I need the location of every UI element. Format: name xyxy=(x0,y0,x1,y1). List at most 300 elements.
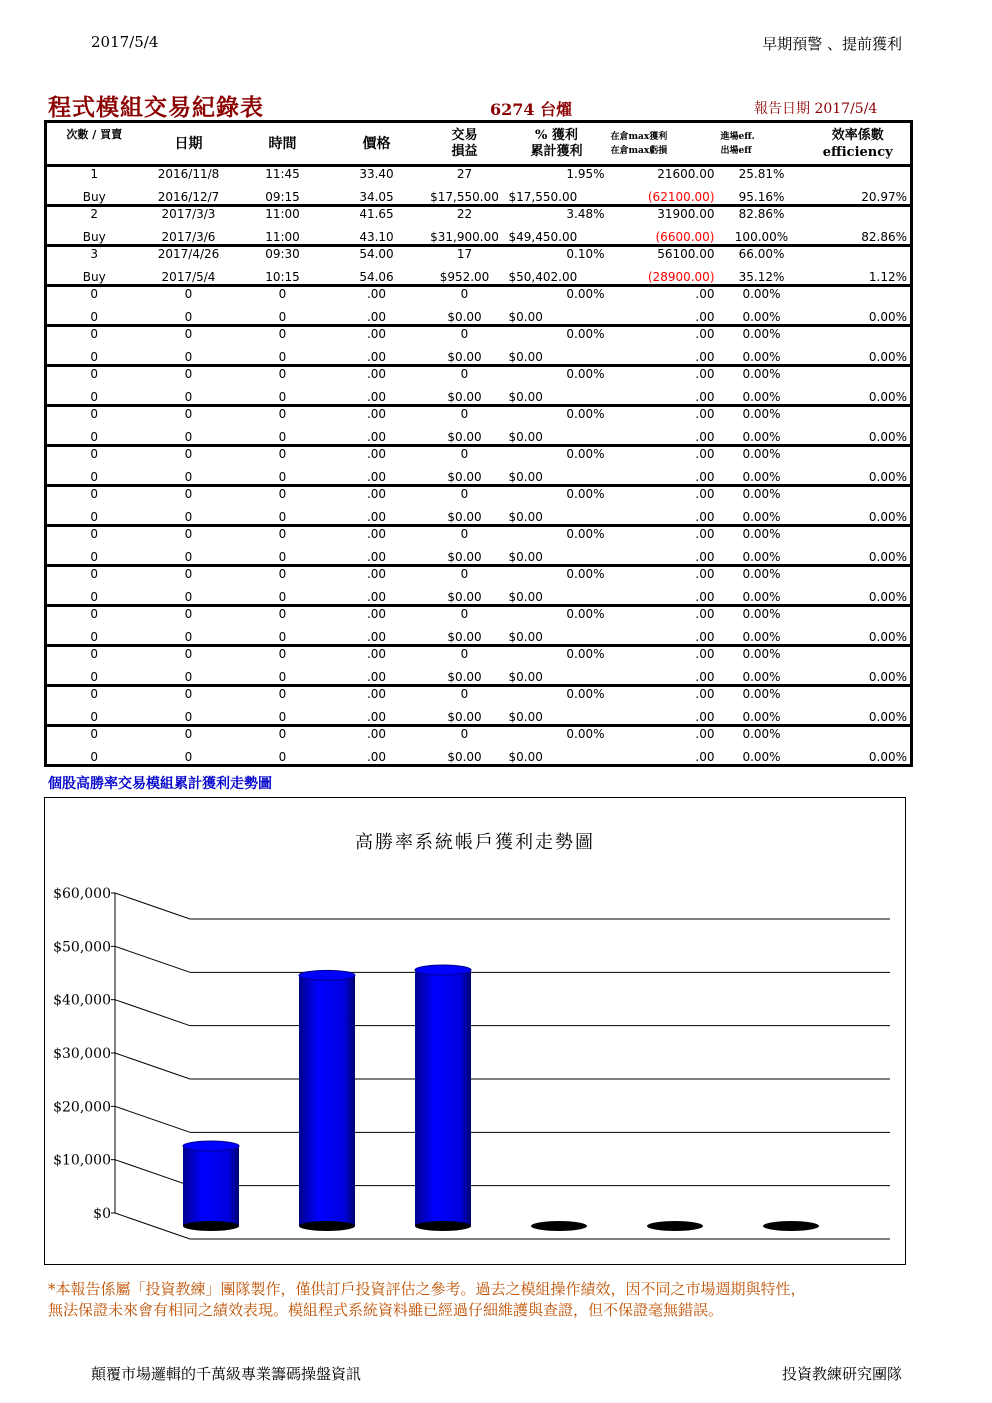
exit-time: 0 xyxy=(278,710,287,724)
trade-qty: 0 xyxy=(424,486,506,506)
cumulative-pl: $0.00 xyxy=(508,310,543,324)
trade-no: 0 xyxy=(46,606,142,626)
trade-no: 0 xyxy=(46,726,142,746)
trade-row-entry xyxy=(46,686,912,706)
max-loss: .00 xyxy=(695,430,715,444)
trade-side: 0 xyxy=(46,346,142,366)
cumulative-pl: $0.00 xyxy=(506,746,608,766)
trade-row-exit xyxy=(46,626,912,646)
trade-qty: 0 xyxy=(424,286,506,306)
trade-side: 0 xyxy=(46,466,142,486)
bar-top xyxy=(299,970,355,980)
trade-row-entry xyxy=(46,246,912,266)
trade-row-exit xyxy=(46,466,912,486)
max-loss: .00 xyxy=(695,310,715,324)
entry-date: 0 xyxy=(142,686,236,706)
trade-pl: $0.00 xyxy=(447,710,482,724)
cumulative-pl: $0.00 xyxy=(508,710,543,724)
trade-no: 0 xyxy=(46,446,142,466)
exit-date: 0 xyxy=(184,550,193,564)
entry-price: .00 xyxy=(330,526,424,546)
entry-price: .00 xyxy=(330,326,424,346)
efficiency-blank xyxy=(806,166,912,186)
profit-pct: 0.00% xyxy=(506,366,608,386)
entry-time: 0 xyxy=(236,446,330,466)
bar-base xyxy=(415,1221,471,1231)
trade-pl: $0.00 xyxy=(424,746,506,766)
entry-time: 0 xyxy=(236,686,330,706)
profit-pct: 3.48% xyxy=(506,206,608,226)
gridline-diagonal xyxy=(115,946,190,972)
efficiency: 82.86% xyxy=(806,226,912,246)
efficiency-blank xyxy=(806,646,912,666)
entry-eff: 0.00% xyxy=(718,326,806,346)
entry-time: 0 xyxy=(236,326,330,346)
trade-side: 0 xyxy=(46,546,142,566)
chart-section-label: 個股高勝率交易模組累計獲利走勢圖 xyxy=(48,776,272,792)
trade-qty: 0 xyxy=(424,726,506,746)
col-header-time: 時間 xyxy=(236,122,330,166)
trade-row-entry xyxy=(46,206,912,226)
entry-time: 0 xyxy=(236,286,330,306)
col-header-date: 日期 xyxy=(142,122,236,166)
max-gain: 31900.00 xyxy=(608,206,718,226)
cumulative-pl: $0.00 xyxy=(508,390,543,404)
bar-base xyxy=(183,1221,239,1231)
trade-pl: $0.00 xyxy=(447,390,482,404)
exit-date: 0 xyxy=(184,470,193,484)
entry-price: 33.40 xyxy=(330,166,424,186)
exit-date: 0 xyxy=(184,310,193,324)
entry-eff: 0.00% xyxy=(718,286,806,306)
col-header-efficiency: 效率係數 efficiency xyxy=(806,122,912,166)
exit-time: 0 xyxy=(278,670,287,684)
trade-side: Buy xyxy=(46,186,142,206)
cumulative-pl: $17,550.00 xyxy=(508,190,578,204)
header-date: 2017/5/4 xyxy=(91,33,159,51)
exit-time: 0 xyxy=(278,590,287,604)
exit-time: 09:15 xyxy=(265,190,300,204)
max-gain: .00 xyxy=(608,326,718,346)
entry-price: .00 xyxy=(330,406,424,426)
trade-row-exit xyxy=(46,746,912,766)
bar xyxy=(299,975,355,1226)
trade-side: 0 xyxy=(46,306,142,326)
trade-pl: $952.00 xyxy=(439,270,490,284)
cumulative-pl: $0.00 xyxy=(508,430,543,444)
y-tick-label: $10,000 xyxy=(53,1152,111,1169)
efficiency: 0.00% xyxy=(806,666,912,686)
trade-no: 3 xyxy=(46,246,142,266)
col-header-no-side: 次數 / 買賣 xyxy=(46,122,142,166)
exit-time: 0 xyxy=(278,550,287,564)
trade-side: 0 xyxy=(46,626,142,646)
max-loss: (6600.00) xyxy=(655,230,715,244)
profit-pct: 0.00% xyxy=(506,566,608,586)
entry-price: .00 xyxy=(330,686,424,706)
entry-price: .00 xyxy=(330,606,424,626)
trade-side: 0 xyxy=(46,426,142,446)
entry-date: 0 xyxy=(142,406,236,426)
profit-pct: 0.00% xyxy=(506,686,608,706)
entry-price: .00 xyxy=(330,486,424,506)
bar-top xyxy=(415,965,471,975)
gridline-diagonal xyxy=(115,893,190,919)
cumulative-pl: $49,450.00 xyxy=(508,230,578,244)
gridline-diagonal xyxy=(115,1160,190,1186)
max-gain: .00 xyxy=(608,726,718,746)
entry-eff: 0.00% xyxy=(718,686,806,706)
max-gain: .00 xyxy=(608,406,718,426)
entry-price: .00 xyxy=(330,646,424,666)
cumulative-pl: $0.00 xyxy=(508,550,543,564)
trade-qty: 22 xyxy=(424,206,506,226)
exit-eff: 0.00% xyxy=(742,710,781,724)
trade-row-exit xyxy=(46,586,912,606)
cumulative-pl: $0.00 xyxy=(508,630,543,644)
profit-pct: 0.00% xyxy=(506,606,608,626)
entry-time: 09:30 xyxy=(236,246,330,266)
trade-no: 0 xyxy=(46,286,142,306)
trade-no: 0 xyxy=(46,406,142,426)
entry-date: 0 xyxy=(142,566,236,586)
entry-eff: 0.00% xyxy=(718,446,806,466)
col-header-pl: 交易 損益 xyxy=(424,122,506,166)
trade-row-entry xyxy=(46,366,912,386)
exit-price: .00 xyxy=(366,670,387,684)
y-tick-label: $40,000 xyxy=(53,992,111,1009)
entry-eff: 0.00% xyxy=(718,526,806,546)
exit-date: 0 xyxy=(184,390,193,404)
trade-row-entry xyxy=(46,446,912,466)
exit-eff: 0.00% xyxy=(742,430,781,444)
cumulative-pl: $0.00 xyxy=(508,510,543,524)
bar-base-empty xyxy=(763,1221,819,1231)
report-date: 報告日期 2017/5/4 xyxy=(754,101,878,117)
gridline-diagonal xyxy=(115,1000,190,1026)
efficiency-blank xyxy=(806,206,912,226)
trade-no: 0 xyxy=(46,366,142,386)
entry-date: 0 xyxy=(142,486,236,506)
entry-time: 11:00 xyxy=(236,206,330,226)
max-loss: .00 xyxy=(695,710,715,724)
profit-chart xyxy=(44,797,906,1265)
exit-price: .00 xyxy=(330,746,424,766)
exit-price: .00 xyxy=(366,550,387,564)
exit-date: 0 xyxy=(184,590,193,604)
entry-eff: 0.00% xyxy=(718,486,806,506)
efficiency-blank xyxy=(806,286,912,306)
trade-side: Buy xyxy=(46,226,142,246)
exit-price: .00 xyxy=(366,510,387,524)
max-gain: 56100.00 xyxy=(608,246,718,266)
exit-date: 0 xyxy=(184,430,193,444)
trade-row-entry xyxy=(46,406,912,426)
profit-pct: 1.95% xyxy=(506,166,608,186)
gridline-diagonal xyxy=(115,1106,190,1132)
exit-price: .00 xyxy=(366,310,387,324)
footer-slogan: 顛覆市場邏輯的千萬級專業籌碼操盤資訊 xyxy=(91,1365,362,1383)
chart-title: 高勝率系統帳戶獲利走勢圖 xyxy=(355,832,595,853)
entry-time: 0 xyxy=(236,606,330,626)
entry-eff: 0.00% xyxy=(718,566,806,586)
exit-eff: 0.00% xyxy=(742,470,781,484)
entry-time: 0 xyxy=(236,366,330,386)
max-loss: .00 xyxy=(695,350,715,364)
trade-pl: $0.00 xyxy=(447,470,482,484)
trade-row-entry xyxy=(46,326,912,346)
entry-time: 0 xyxy=(236,726,330,746)
exit-date: 2016/12/7 xyxy=(157,190,220,204)
trade-side: 0 xyxy=(46,506,142,526)
max-gain: .00 xyxy=(608,526,718,546)
trade-pl: $0.00 xyxy=(447,590,482,604)
max-gain: .00 xyxy=(608,366,718,386)
entry-price: .00 xyxy=(330,366,424,386)
cumulative-pl: $0.00 xyxy=(508,590,543,604)
trade-row-entry xyxy=(46,286,912,306)
trade-record-table xyxy=(44,120,913,767)
entry-price: .00 xyxy=(330,566,424,586)
profit-pct: 0.00% xyxy=(506,326,608,346)
stock-name: 6274 台燿 xyxy=(490,100,573,119)
max-gain: .00 xyxy=(608,486,718,506)
trade-row-entry xyxy=(46,726,912,746)
trade-pl: $0.00 xyxy=(447,510,482,524)
trade-row-entry xyxy=(46,646,912,666)
col-header-pct-cum: % 獲利 累計獲利 xyxy=(506,122,608,166)
trade-row-entry xyxy=(46,166,912,186)
bar-top xyxy=(183,1141,239,1151)
entry-time: 11:45 xyxy=(236,166,330,186)
exit-eff: 100.00% xyxy=(734,230,789,244)
exit-time: 11:00 xyxy=(265,230,300,244)
exit-time: 10:15 xyxy=(265,270,300,284)
max-gain: .00 xyxy=(608,606,718,626)
profit-pct: 0.00% xyxy=(506,726,608,746)
trade-qty: 0 xyxy=(424,526,506,546)
entry-eff: 0.00% xyxy=(718,646,806,666)
trade-side: 0 xyxy=(46,706,142,726)
exit-price: 43.10 xyxy=(359,230,394,244)
trade-qty: 17 xyxy=(424,246,506,266)
trade-row-exit xyxy=(46,386,912,406)
exit-price: 34.05 xyxy=(359,190,394,204)
exit-price: .00 xyxy=(366,630,387,644)
trade-row-exit xyxy=(46,546,912,566)
trade-side: 0 xyxy=(46,666,142,686)
efficiency: 0.00% xyxy=(806,426,912,446)
profit-pct: 0.00% xyxy=(506,486,608,506)
entry-date: 0 xyxy=(142,606,236,626)
entry-eff: 0.00% xyxy=(718,406,806,426)
trade-row-exit xyxy=(46,506,912,526)
entry-price: .00 xyxy=(330,726,424,746)
cumulative-pl: $0.00 xyxy=(508,350,543,364)
entry-price: .00 xyxy=(330,286,424,306)
trade-side: 0 xyxy=(46,746,142,766)
trade-qty: 0 xyxy=(424,446,506,466)
table-header-row xyxy=(46,122,912,166)
page-title: 程式模組交易紀錄表 xyxy=(48,94,264,121)
trade-row-exit xyxy=(46,226,912,246)
profit-pct: 0.00% xyxy=(506,646,608,666)
y-tick-label: $30,000 xyxy=(53,1046,111,1062)
exit-eff: 0.00% xyxy=(742,550,781,564)
entry-eff: 66.00% xyxy=(718,246,806,266)
max-loss: .00 xyxy=(695,590,715,604)
efficiency-blank xyxy=(806,406,912,426)
max-gain: .00 xyxy=(608,566,718,586)
efficiency-blank xyxy=(806,726,912,746)
col-header-max: 在倉max獲利 在倉max虧損 xyxy=(608,122,718,166)
disclaimer-line-2: 無法保證未來會有相同之績效表現。模組程式系統資料雖已經過仔細維護與查證，但不保證毫無錯誤。 xyxy=(48,1301,724,1319)
exit-eff: 0.00% xyxy=(742,350,781,364)
entry-eff: 0.00% xyxy=(718,726,806,746)
trade-no: 0 xyxy=(46,686,142,706)
efficiency-blank xyxy=(806,246,912,266)
exit-price: .00 xyxy=(366,430,387,444)
max-loss: .00 xyxy=(608,746,718,766)
trade-side: Buy xyxy=(46,266,142,286)
gridline-diagonal xyxy=(115,1213,190,1239)
trade-row-entry xyxy=(46,486,912,506)
trade-qty: 0 xyxy=(424,566,506,586)
gridline-diagonal xyxy=(115,1053,190,1079)
efficiency: 0.00% xyxy=(806,706,912,726)
entry-eff: 25.81% xyxy=(718,166,806,186)
entry-eff: 82.86% xyxy=(718,206,806,226)
exit-date: 0 xyxy=(184,710,193,724)
cumulative-pl: $0.00 xyxy=(508,470,543,484)
exit-time: 0 xyxy=(278,430,287,444)
max-loss: .00 xyxy=(695,390,715,404)
col-header-eff: 進場eff. 出場eff xyxy=(718,122,806,166)
entry-date: 0 xyxy=(142,726,236,746)
entry-price: .00 xyxy=(330,446,424,466)
col-header-price: 價格 xyxy=(330,122,424,166)
efficiency: 0.00% xyxy=(806,586,912,606)
trade-pl: $0.00 xyxy=(447,630,482,644)
exit-price: .00 xyxy=(366,590,387,604)
entry-date: 2017/4/26 xyxy=(142,246,236,266)
efficiency: 0.00% xyxy=(806,506,912,526)
trade-qty: 0 xyxy=(424,406,506,426)
efficiency: 0.00% xyxy=(806,746,912,766)
efficiency-blank xyxy=(806,446,912,466)
efficiency-blank xyxy=(806,606,912,626)
max-loss: .00 xyxy=(695,670,715,684)
entry-date: 2016/11/8 xyxy=(142,166,236,186)
trade-row-entry xyxy=(46,606,912,626)
exit-price: .00 xyxy=(366,470,387,484)
cumulative-pl: $0.00 xyxy=(508,670,543,684)
exit-price: .00 xyxy=(366,390,387,404)
profit-pct: 0.00% xyxy=(506,286,608,306)
efficiency: 20.97% xyxy=(806,186,912,206)
max-loss: .00 xyxy=(695,470,715,484)
trade-row-entry xyxy=(46,526,912,546)
trade-pl: $17,550.00 xyxy=(430,190,499,204)
efficiency: 0.00% xyxy=(806,546,912,566)
exit-eff: 35.12% xyxy=(738,270,785,284)
max-loss: .00 xyxy=(695,510,715,524)
exit-price: 54.06 xyxy=(359,270,394,284)
trade-side: 0 xyxy=(46,386,142,406)
max-loss: .00 xyxy=(695,550,715,564)
trade-row-exit xyxy=(46,186,912,206)
efficiency-blank xyxy=(806,486,912,506)
exit-date: 2017/3/6 xyxy=(161,230,216,244)
trade-pl: $0.00 xyxy=(447,550,482,564)
exit-date: 0 xyxy=(184,350,193,364)
y-tick-label: $50,000 xyxy=(53,939,111,956)
exit-eff: 0.00% xyxy=(742,590,781,604)
bar-base-empty xyxy=(531,1221,587,1231)
exit-date: 0 xyxy=(184,670,193,684)
profit-pct: 0.00% xyxy=(506,446,608,466)
trade-row-exit xyxy=(46,266,912,286)
efficiency: 0.00% xyxy=(806,306,912,326)
trade-row-exit xyxy=(46,426,912,446)
entry-eff: 0.00% xyxy=(718,606,806,626)
max-loss: (62100.00) xyxy=(647,190,715,204)
trade-no: 0 xyxy=(46,326,142,346)
entry-time: 0 xyxy=(236,646,330,666)
exit-date: 0 xyxy=(184,630,193,644)
exit-time: 0 xyxy=(278,630,287,644)
exit-eff: 0.00% xyxy=(718,746,806,766)
entry-date: 0 xyxy=(142,366,236,386)
trade-no: 0 xyxy=(46,486,142,506)
max-gain: .00 xyxy=(608,446,718,466)
trade-row-exit xyxy=(46,306,912,326)
profit-pct: 0.00% xyxy=(506,406,608,426)
trade-row-exit xyxy=(46,346,912,366)
exit-date: 0 xyxy=(142,746,236,766)
efficiency: 0.00% xyxy=(806,386,912,406)
trade-no: 0 xyxy=(46,646,142,666)
trade-qty: 0 xyxy=(424,686,506,706)
trade-pl: $31,900.00 xyxy=(430,230,499,244)
cumulative-pl: $50,402.00 xyxy=(508,270,578,284)
exit-eff: 0.00% xyxy=(742,310,781,324)
exit-eff: 95.16% xyxy=(738,190,785,204)
trade-qty: 0 xyxy=(424,606,506,626)
entry-date: 0 xyxy=(142,446,236,466)
bar-base-empty xyxy=(647,1221,703,1231)
entry-time: 0 xyxy=(236,486,330,506)
exit-date: 0 xyxy=(184,510,193,524)
trade-qty: 0 xyxy=(424,646,506,666)
exit-eff: 0.00% xyxy=(742,390,781,404)
entry-date: 0 xyxy=(142,326,236,346)
y-tick-label: $20,000 xyxy=(53,1099,111,1116)
max-gain: .00 xyxy=(608,686,718,706)
efficiency-blank xyxy=(806,326,912,346)
trade-side: 0 xyxy=(46,586,142,606)
entry-time: 0 xyxy=(236,566,330,586)
exit-time: 0 xyxy=(278,510,287,524)
trade-row-exit xyxy=(46,666,912,686)
bar-base xyxy=(299,1221,355,1231)
trade-qty: 0 xyxy=(424,326,506,346)
trade-pl: $0.00 xyxy=(447,430,482,444)
efficiency-blank xyxy=(806,366,912,386)
efficiency: 1.12% xyxy=(806,266,912,286)
efficiency-blank xyxy=(806,686,912,706)
max-loss: (28900.00) xyxy=(647,270,715,284)
